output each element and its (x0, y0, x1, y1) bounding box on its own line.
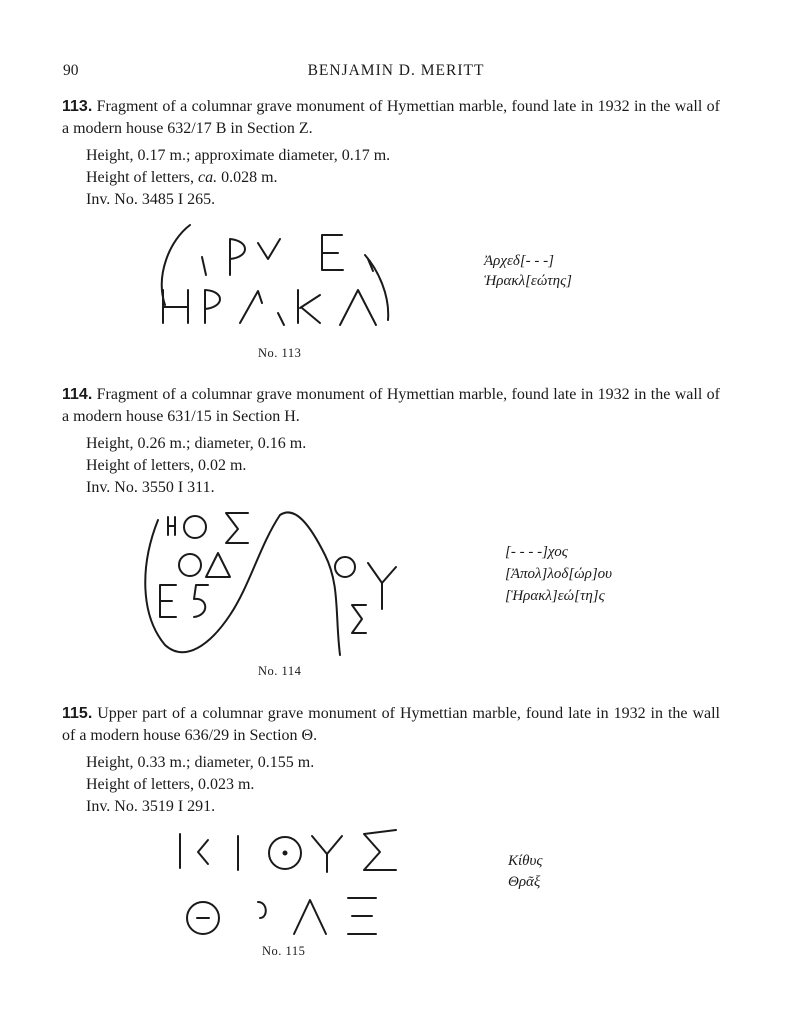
entry-115-description-block (62, 703, 720, 747)
entry-114-height: Height, 0.26 m.; diameter, 0.16 m. (86, 435, 307, 452)
transcription-115-line-2: Θρᾶξ (508, 874, 541, 890)
entry-115-description: Upper part of a columnar grave monument of Hymettian marble, found late in 1932 in the wall of a modern house 636/29 in Section Θ. (62, 705, 721, 744)
inscription-115-drawing (170, 822, 410, 942)
entry-115-height: Height, 0.33 m.; diameter, 0.155 m. (86, 754, 315, 771)
fragment-outline-left (162, 225, 190, 305)
transcription-113-line-2: Ἡρακλ[εώτης] (484, 273, 573, 289)
entry-113-height: Height, 0.17 m.; approximate diameter, 0.17 m. (86, 147, 391, 164)
page-number: 90 (63, 62, 79, 79)
entry-115-inventory: Inv. No. 3519 I 291. (86, 798, 216, 815)
entry-115-letter-height: Height of letters, 0.023 m. (86, 776, 255, 793)
entry-114-inventory: Inv. No. 3550 I 311. (86, 479, 215, 496)
entry-113-inventory: Inv. No. 3485 I 265. (86, 191, 216, 208)
entry-114-number: 114. (62, 386, 93, 403)
inscription-113-drawing (150, 215, 400, 335)
transcription-113-line-1: Ἀρχεδ[- - -] (484, 253, 555, 269)
entry-115-number: 115. (62, 705, 93, 722)
transcription-114-line-1: [- - - -]χος (505, 544, 568, 560)
figure-113-caption: No. 113 (258, 346, 302, 360)
entry-113-letter-height-ca: ca. (197, 169, 218, 186)
entry-113-description-block (62, 96, 720, 140)
entry-113-number: 113. (62, 98, 93, 115)
entry-114-description: Fragment of a columnar grave monument of Hymettian marble, found late in 1932 in the wall of a modern house 631/15 in Section Η. (62, 386, 720, 425)
running-head: BENJAMIN D. MERITT (307, 62, 485, 79)
entry-113-letter-height-prefix: Height of letters, (86, 169, 198, 186)
entry-113-letter-height-value: 0.028 m. (217, 169, 278, 186)
entry-113-letter-height (86, 167, 278, 189)
inscription-114-drawing (130, 505, 420, 665)
entry-114-description-block (62, 384, 720, 428)
transcription-114-line-3: [Ἡρακλ]εώ[τη]ς (505, 588, 605, 604)
entry-113-description: Fragment of a columnar grave monument of Hymettian marble, found late in 1932 in the wall of a modern house 632/17 B in Section Ζ. (62, 98, 720, 137)
figure-114-caption: No. 114 (258, 664, 302, 678)
transcription-115-line-1: Κίθυς (508, 853, 543, 869)
figure-115-caption: No. 115 (262, 944, 306, 958)
entry-114-letter-height: Height of letters, 0.02 m. (86, 457, 247, 474)
transcription-114-line-2: [Ἀπολ]λοδ[ώρ]ου (505, 566, 613, 582)
